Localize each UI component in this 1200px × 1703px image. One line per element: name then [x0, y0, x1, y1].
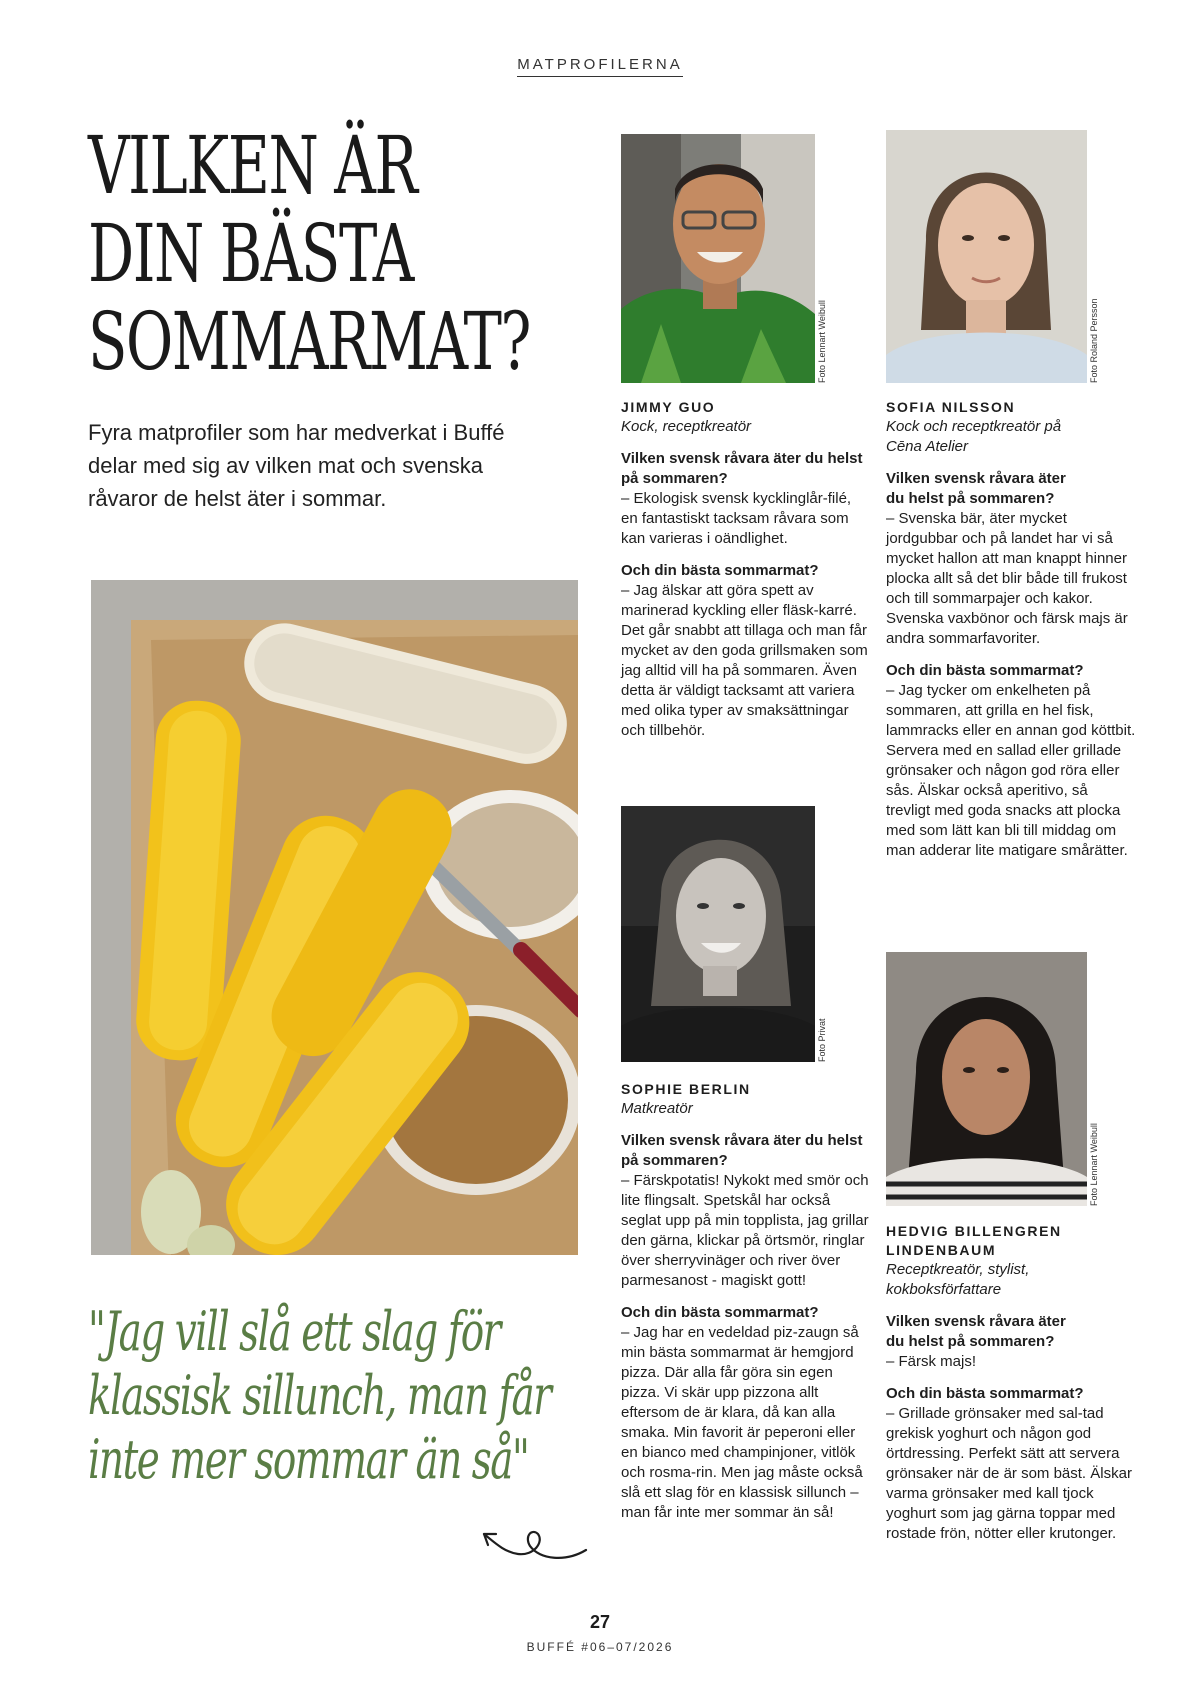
- question-ingredient: Vilken svensk råvara äter du helst på sommaren?: [621, 450, 863, 487]
- photo-credit: Foto Lennart Weibull: [1089, 1123, 1099, 1206]
- profile-hedvig-billengren-lindenbaum: [886, 1222, 1136, 1544]
- headline-line: VILKEN ÄR: [88, 119, 417, 212]
- answer-ingredient: – Färsk majs!: [886, 1353, 977, 1370]
- answer-ingredient: – Svenska bär, äter mycket jordgubbar och på landet har vi så mycket hallon att man knappt hinner plocka allt så det blir både till frukost och till sommarpajer och kakor. Svenska vaxbönor och färsk majs är andra sommarfavoriter.: [886, 510, 1128, 647]
- profile-role: Kock, receptkreatör: [621, 418, 752, 435]
- sophie-berlin-portrait: [621, 806, 815, 1062]
- question-ingredient: Vilken svensk råvara äter du helst på sommaren?: [886, 1313, 1066, 1350]
- question-summer-food: Och din bästa sommarmat?: [886, 1385, 1084, 1402]
- pull-quote-line: inte mer sommar än så": [88, 1428, 529, 1491]
- pull-quote-line: klassisk sillunch, man får: [88, 1364, 551, 1427]
- photo-credit: Foto Lennart Weibull: [817, 300, 827, 383]
- answer-ingredient: – Färskpotatis! Nykokt med smör och lite flingsalt. Spetskål har också seglat upp på min topplista, jag grillar den gärna, klickar på örtsmör, ringlar över sherryvinäger och river över parmesanost - magiskt gott!: [621, 1172, 869, 1289]
- question-summer-food: Och din bästa sommarmat?: [621, 1304, 819, 1321]
- question-ingredient: Vilken svensk råvara äter du helst på sommaren?: [886, 470, 1066, 507]
- answer-summer-food: – Jag tycker om enkelheten på sommaren, att grilla en hel fisk, lammracks eller en annan god köttbit. Servera med en sallad eller grillade grönsaker och någon god röra eller sås. Älskar också aperitivo, så trevligt med goda snacks att plocka med som lätt kan bli till middag om man adderar lite matigare smårätter.: [886, 682, 1136, 859]
- profile-name: JIMMY GUO: [621, 399, 716, 415]
- profile-sophie-berlin: [621, 1080, 871, 1523]
- question-ingredient: Vilken svensk råvara äter du helst på sommaren?: [621, 1132, 863, 1169]
- section-label: MATPROFILERNA: [0, 56, 1200, 73]
- question-summer-food: Och din bästa sommarmat?: [886, 662, 1084, 679]
- sofia-nilsson-portrait: [886, 130, 1087, 383]
- corn-photo: [91, 580, 578, 1255]
- pull-quote-line: "Jag vill slå ett slag för: [88, 1300, 500, 1363]
- answer-summer-food: – Grillade grönsaker med sal-tad grekisk yoghurt och någon god örtdressing. Perfekt sätt att servera grönsaker när de är som bäst. Älskar varma grönsaker med kall tjock yoghurt som jag gärna toppar med rostade frön, nötter eller krutonger.: [886, 1405, 1132, 1542]
- answer-ingredient: – Ekologisk svensk kycklinglår-filé, en fantastiskt tacksam råvara som kan varieras i oändlighet.: [621, 490, 852, 547]
- photo-credit: Foto Roland Persson: [1089, 298, 1099, 383]
- headline-line: DIN BÄSTA: [88, 207, 413, 300]
- page-number: 27: [589, 1612, 611, 1632]
- pull-quote: [88, 1300, 551, 1492]
- profile-name: HEDVIG BILLENGREN LINDENBAUM: [886, 1223, 1062, 1258]
- intro-text: Fyra matprofiler som har medverkat i Buffé delar med sig av vilken mat och svenska råvaror de helst äter i sommar.: [88, 420, 505, 511]
- profile-name: SOFIA NILSSON: [886, 399, 1016, 415]
- profile-sofia-nilsson: [886, 398, 1136, 861]
- question-summer-food: Och din bästa sommarmat?: [621, 562, 819, 579]
- headline-line: SOMMARMAT?: [88, 295, 530, 388]
- jimmy-guo-portrait: [621, 134, 815, 383]
- issue-label: BUFFÉ #06–07/2026: [526, 1640, 674, 1654]
- answer-summer-food: – Jag har en vedeldad piz-zaugn så min bästa sommarmat är hemgjord pizza. Där alla får göra sin egen pizza. Vi skär upp pizzona allt eftersom de är klara, då kan alla smaka. Min favorit är peperoni eller en bianco med champinjoner, vitlök och rosma-rin. Men jag måste också slå ett slag för en klassisk sillunch – man får inte mer sommar än så!: [621, 1324, 863, 1521]
- profile-name: SOPHIE BERLIN: [621, 1081, 751, 1097]
- swirl-arrow-icon: [478, 1518, 588, 1564]
- profile-role: Receptkreatör, stylist, kokboksförfattare: [886, 1261, 1030, 1298]
- profile-role: Kock och receptkreatör på Cēna Atelier: [886, 418, 1062, 455]
- hedvig-billengren-lindenbaum-portrait: [886, 952, 1087, 1206]
- profile-jimmy-guo: [621, 398, 871, 741]
- profile-role: Matkreatör: [621, 1100, 693, 1117]
- headline: [88, 119, 530, 388]
- photo-credit: Foto Privat: [817, 1018, 827, 1062]
- answer-summer-food: – Jag älskar att göra spett av marinerad kyckling eller fläsk-karré. Det går snabbt att tillaga och man får mycket av den goda grillsmaken som jag alltid vill ha på sommaren. Även detta är väldigt tacksamt att variera med olika typer av smaksättningar och tillbehör.: [621, 582, 868, 739]
